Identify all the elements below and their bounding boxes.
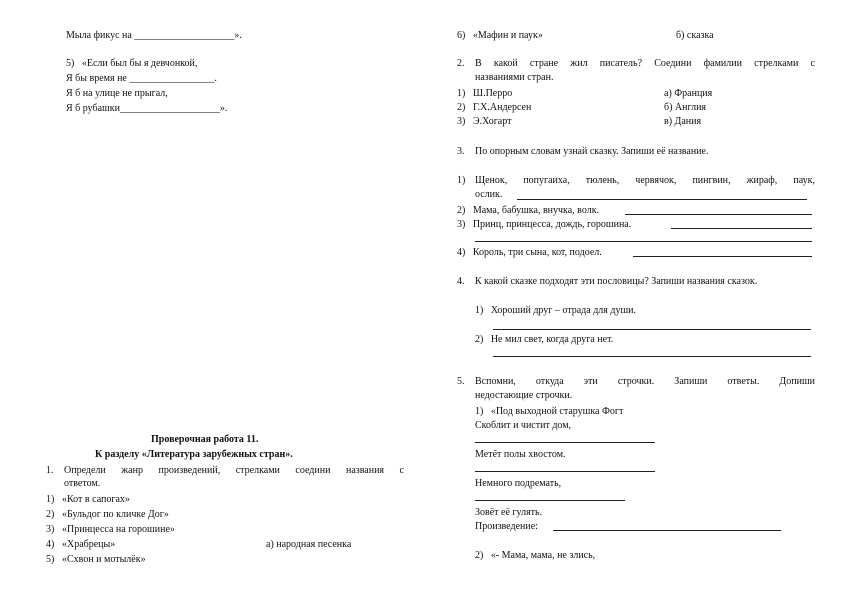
- answer-line: [625, 214, 812, 215]
- answer-line: [633, 256, 812, 257]
- poem-line: Немного подремать,: [475, 478, 562, 489]
- proverb: 2) Не мил свет, когда друга нет.: [475, 334, 614, 345]
- country: б) Англия: [664, 102, 707, 113]
- answer-line: [493, 356, 811, 357]
- poem-start: 2) «- Мама, мама, не злись,: [475, 550, 596, 561]
- answer-line: [475, 241, 812, 242]
- question-number: 5.: [457, 376, 465, 387]
- list-item: 2) «Бульдог по кличке Дог»: [46, 509, 169, 520]
- work-label: Произведение:: [475, 521, 541, 532]
- author-row: 1) Ш.Перро: [457, 88, 513, 99]
- question-text: По опорным словам узнай сказку. Запиши её название.: [475, 146, 709, 157]
- answer-line: [671, 228, 812, 229]
- question-text: названиями стран.: [475, 72, 554, 83]
- question-number: 4.: [457, 276, 465, 287]
- poem-line: Зовёт её гулять.: [475, 507, 543, 518]
- author-row: 2) Г.Х.Андерсен: [457, 102, 532, 113]
- list-item: 6) «Мафин и паук»: [457, 30, 543, 41]
- question-number: 3.: [457, 146, 465, 157]
- list-item: 5) «Схвон и мотылёк»: [46, 554, 146, 565]
- item-number: 1): [457, 175, 466, 186]
- right-page: [421, 0, 842, 595]
- question-text: недостающие строчки.: [475, 390, 573, 401]
- question-number: 2.: [457, 58, 465, 69]
- question-text: Вспомни, откуда эти строчки. Запиши ответы. Допиши: [475, 376, 815, 387]
- answer-line: [475, 500, 625, 501]
- test-subtitle: К разделу «Литература зарубежных стран».: [95, 449, 293, 460]
- poem-line: Я б на улице не прыгал,: [66, 88, 168, 99]
- question-text: ответом.: [64, 478, 101, 489]
- clue-words: 4) Король, три сына, кот, подоел.: [457, 247, 602, 258]
- item-5-heading: 5) «Если был бы я девчонкой,: [66, 58, 198, 69]
- list-item: 3) «Принцесса на горошине»: [46, 524, 175, 535]
- poem-line: Скоблит и чистит дом,: [475, 420, 572, 431]
- clue-words: ослик.: [475, 189, 503, 200]
- answer-line: [553, 530, 781, 531]
- clue-words: 3) Принц, принцесса, дождь, горошина.: [457, 219, 632, 230]
- question-text: К какой сказке подходят эти пословицы? Запиши названия сказок.: [475, 276, 758, 287]
- poem-line: Я бы время не _________________.: [66, 73, 217, 84]
- list-item: 1) «Кот в сапогах»: [46, 494, 130, 505]
- answer-line: [493, 329, 811, 330]
- poem-line: Я б рубашки____________________».: [66, 103, 228, 114]
- question-text: Определи жанр произведений, стрелками соедини названия с: [64, 465, 404, 476]
- list-item: 4) «Храбрецы»: [46, 539, 116, 550]
- answer-line: [517, 199, 807, 200]
- clue-words: Щенок, попугаиха, тюлень, червячок, пингвин, жираф, паук,: [475, 175, 815, 186]
- question-text: В какой стране жил писатель? Соедини фамилии стрелками с: [475, 58, 815, 69]
- genre-answer: а) народная песенка: [266, 539, 352, 550]
- test-title: Проверочная работа 11.: [151, 434, 259, 445]
- poem-start: 1) «Под выходной старушка Фогт: [475, 406, 624, 417]
- answer-line: [475, 471, 655, 472]
- fill-line: Мыла фикус на ____________________».: [66, 30, 242, 41]
- genre-answer: б) сказка: [676, 30, 714, 41]
- answer-line: [475, 442, 655, 443]
- poem-line: Метёт полы хвостом.: [475, 449, 566, 460]
- author-row: 3) Э.Хогарт: [457, 116, 512, 127]
- question-number: 1.: [46, 465, 54, 476]
- proverb: 1) Хороший друг – отрада для души.: [475, 305, 637, 316]
- clue-words: 2) Мама, бабушка, внучка, волк.: [457, 205, 600, 216]
- country: в) Дания: [664, 116, 702, 127]
- country: а) Франция: [664, 88, 713, 99]
